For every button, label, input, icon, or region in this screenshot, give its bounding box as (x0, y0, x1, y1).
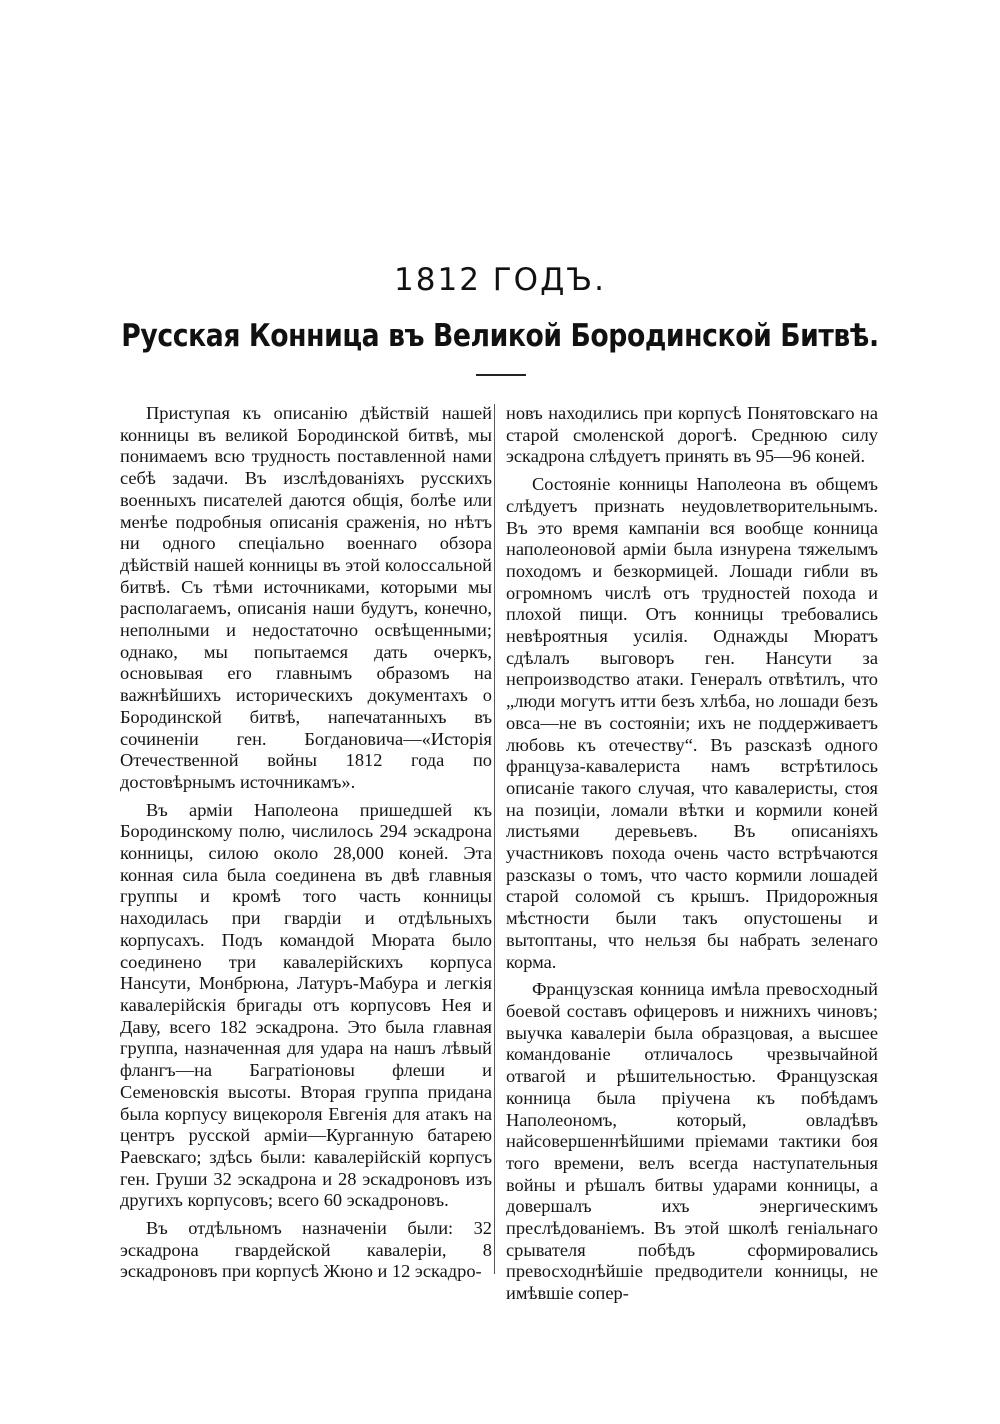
left-column (120, 403, 492, 1289)
right-column (506, 403, 878, 1311)
title-divider (476, 374, 526, 376)
paragraph-separate-assignment: Въ отдѣльномъ назначеніи были: 32 эскадрона гвардейской кавалеріи, 8 эскадроновъ при корпусѣ Жюно и 12 эскадро- (120, 1218, 492, 1282)
paragraph-french-cavalry-quality: Французская конница имѣла превосходный боевой составъ офицеровъ и нижнихъ чиновъ; выучка кавалеріи была образцовая, а высшее командованіе отличалось чрезвычайной отвагой и рѣшительностью. Французская конница была пріучена къ побѣдамъ Наполеономъ, который, овладѣвъ найсовершеннѣйшими пріемами тактики боя того времени, велъ всегда наступательныя войны и рѣшалъ битвы ударами конницы, а довершалъ ихъ энергическимъ преслѣдованіемъ. Въ этой школѣ геніальнаго срывателя побѣдъ сформировались превосходнѣйшіе предводители конницы, не имѣвшіе сопер- (506, 979, 878, 1304)
year-title: 1812 ГОДЪ. (394, 262, 606, 298)
article-title: Русская Конница въ Великой Бородинской Битвѣ. (121, 318, 879, 354)
paragraph-continuation: новъ находились при корпусѣ Понятовскаго на старой смоленской дорогѣ. Среднюю силу эскадрона слѣдуетъ принять въ 95—96 коней. (506, 403, 878, 467)
paragraph-napoleon-cavalry-groups: Въ арміи Наполеона пришедшей къ Бородинскому полю, числилось 294 эскадрона конницы, силою около 28,000 коней. Эта конная сила была соединена въ двѣ главныя группы и кромѣ того часть конницы находилась при гвардіи и отдѣльныхъ корпусахъ. Подъ командой Мюрата было соединено три кавалерійскихъ корпуса Нансути, Монбрюна, Латуръ-Мабура и легкія кавалерійскія бригады отъ корпусовъ Нея и Даву, всего 182 эскадрона. Это была главная группа, назначенная для удара на нашъ лѣвый флангъ—на Багратіоновы флеши и Семеновскія высоты. Вторая группа придана была корпусу вицекороля Евгенія для атакъ на центръ русской арміи—Курганную батарею Раевскаго; здѣсь были: кавалерійскій корпусъ ген. Груши 32 эскадрона и 28 эскадроновъ изъ другихъ корпусовъ; всего 60 эскадроновъ. (120, 799, 492, 1211)
column-divider (494, 404, 495, 1274)
paragraph-cavalry-condition: Состояніе конницы Наполеона въ общемъ слѣдуетъ признать неудовлетворительнымъ. Въ это время кампаніи вся вообще конница наполеоновой арміи была изнурена тяжелымъ походомъ и безкормицей. Лошади гибли въ огромномъ числѣ отъ трудностей похода и плохой пищи. Отъ конницы требовались невѣроятныя усилія. Однажды Мюратъ сдѣлалъ выговоръ ген. Нансути за непроизводство атаки. Генералъ отвѣтилъ, что „люди могутъ итти безъ хлѣба, но лошади безъ овса—не въ состояніи; ихъ не поддерживаетъ любовь къ отечеству“. Въ разсказѣ одного француза-кавалериста намъ встрѣтилось описаніе такого случая, что кавалеристы, стоя на позиціи, ломали вѣтки и кормили коней листьями деревьевъ. Въ описаніяхъ участниковъ похода очень часто встрѣчаются разсказы о томъ, что часто кормили лошадей старой соломой съ крышъ. Придорожныя мѣстности были такъ опустошены и вытоптаны, что нельзя бы набрать зеленаго корма. (506, 474, 878, 972)
paragraph-introduction: Приступая къ описанію дѣйствій нашей конницы въ великой Бородинской битвѣ, мы понимаемъ всю трудность поставленной нами себѣ задачи. Въ изслѣдованіяхъ русскихъ военныхъ писателей даются общія, болѣе или менѣе подробныя описанія сраженія, но нѣтъ ни одного спеціально военнаго обзора дѣйствій нашей конницы въ этой колоссальной битвѣ. Съ тѣми источниками, которыми мы располагаемъ, описанія наши будутъ, конечно, неполными и недостаточно освѣщенными; однако, мы попытаемся дать очеркъ, основывая его главнымъ образомъ на важнѣйшихъ историческихъ документахъ о Бородинской битвѣ, напечатанныхъ въ сочиненіи ген. Богдановича—«Исторія Отечественной войны 1812 года по достовѣрнымъ источникамъ». (120, 403, 492, 792)
